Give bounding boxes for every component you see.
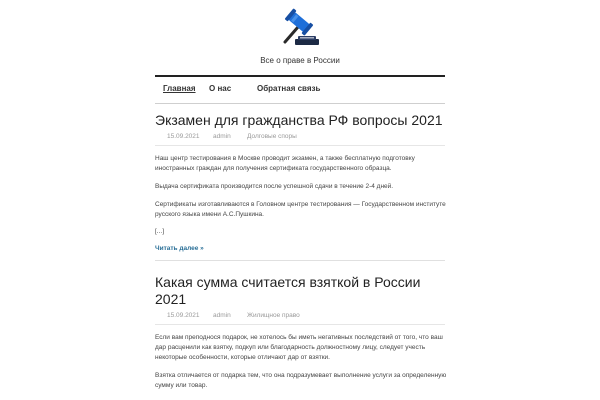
post-paragraph: Сертификаты изготавливаются в Головном центре тестирования — Государственном институте русского языка имени А.С.Пушкина. <box>155 201 446 218</box>
post-date: 15.09.2021 <box>167 312 200 319</box>
site-tagline: Все о праве в России <box>260 56 340 65</box>
post-paragraph: [...] <box>155 228 165 235</box>
post-paragraph: Если вам преподнося подарок, не хотелось бы иметь негативных последствий от того, что ваш дар расценили как взятку, подкуп или благодарность должностному лицу, следует учесть некоторые особенности, которые отличают дар от взятки. <box>155 334 443 361</box>
post-category[interactable]: Долговые споры <box>247 133 297 140</box>
post-category[interactable]: Жилищное право <box>247 312 300 319</box>
post-paragraph: Выдача сертификата производится после успешной сдачи в течение 2-4 дней. <box>155 183 394 190</box>
post-date: 15.09.2021 <box>167 133 200 140</box>
post-author[interactable]: admin <box>213 133 231 140</box>
gavel-icon <box>277 8 325 52</box>
post-title[interactable]: Какая сумма считается взяткой в России 2021 <box>155 274 421 307</box>
post-divider <box>155 260 445 261</box>
post-author[interactable]: admin <box>213 312 231 319</box>
site-logo[interactable] <box>277 8 325 52</box>
post-title[interactable]: Экзамен для гражданства РФ вопросы 2021 <box>155 112 443 128</box>
nav-item-about[interactable]: О нас <box>209 84 232 93</box>
post-paragraph: Наш центр тестирования в Москве проводит экзамен, а также бесплатную подготовку иностранных граждан для получения сертификата государственного образца. <box>155 155 415 172</box>
meta-divider <box>155 145 445 146</box>
meta-divider <box>155 324 445 325</box>
main-navigation <box>155 75 445 104</box>
nav-item-home[interactable]: Главная <box>163 84 196 93</box>
nav-item-contact[interactable]: Обратная связь <box>257 84 321 93</box>
post-paragraph: Взятка отличается от подарка тем, что она подразумевает выполнение услуги за определенную сумму или товар. <box>155 372 447 389</box>
read-more-link[interactable]: Читать далее » <box>155 245 204 252</box>
